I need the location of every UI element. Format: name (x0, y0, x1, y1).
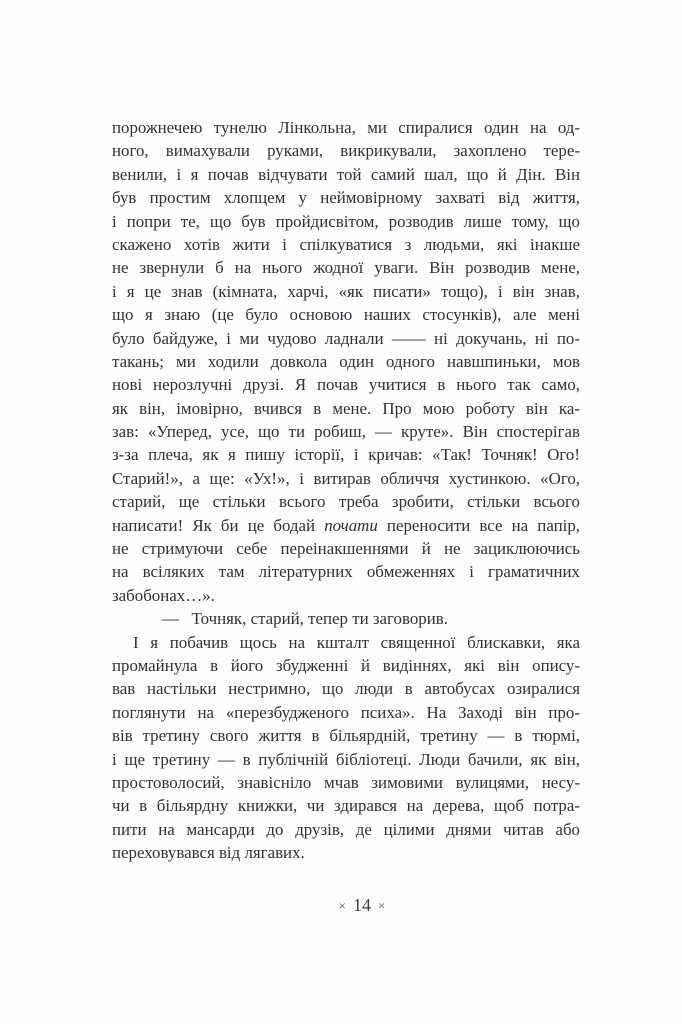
paragraph (112, 631, 580, 865)
text-line: на всіляких там літературних обмеженнях і граматичних (112, 562, 580, 582)
folio-ornament-right: × (378, 898, 386, 913)
text-line: і ще третину — в публічній бібліотеці. Люди бачили, як він, (112, 749, 580, 769)
text-line: що я знаю (це було основою наших стосунків), але мені (112, 305, 580, 325)
text-line: скажено хотів жити і спілкуватися з людьми, які інакше (112, 234, 580, 254)
text-line: промайнула в його збудженні й видіннях, які він опису- (112, 655, 580, 675)
folio-ornament-left: × (338, 898, 346, 913)
text-line: був простим хлопцем у неймовірному захваті від життя, (112, 188, 580, 208)
text-line: переховувався від лягавих. (112, 843, 305, 863)
text-line: вав настільки нестримно, що люди в автобусах озиралися (112, 679, 580, 699)
text-line: не звернули б на нього жодної уваги. Він розводив мене, (112, 258, 580, 278)
page-number: 14 (353, 895, 371, 915)
text-line: з-за плеча, як я пишу історії, і кричав: «Так! Точняк! Ого! (112, 445, 580, 465)
text-line: венили, і я почав відчувати той самий шал, що й Дін. Він (112, 164, 580, 184)
text-line: забобонах…». (112, 585, 215, 605)
text-line: вів третину свого життя в більярдній, третину — в тюрмі, (112, 726, 580, 746)
text-line: як він, імовірно, вчився в мене. Про мою роботу він ка- (112, 398, 580, 418)
text-line: не стримуючи себе переінакшеннями й не зациклюючись (112, 539, 580, 559)
text-line: написати! Як би це бодай почати переносити все на папір, (112, 515, 580, 535)
text-line: пити на мансарди до друзів, де цілими днями читав або (112, 819, 580, 839)
text-line: порожнечею тунелю Лінкольна, ми спиралися один на од- (112, 118, 580, 137)
text-line: — Точняк, старий, тепер ти заговорив. (162, 609, 448, 629)
text-line: зав: «Уперед, усе, що ти робиш, — круте». Він спостерігав (112, 422, 580, 442)
text-line: нові нерозлучні друзі. Я почав учитися в нього так само, (112, 375, 580, 395)
text-line: І я побачив щось на кшталт священної блискавки, яка (133, 632, 580, 652)
italic-text: почати (324, 515, 378, 535)
text-line: такань; ми ходили довкола один одного навшпиньки, мов (112, 351, 580, 371)
text-line: і попри те, що був пройдисвітом, розводив лише тому, що (112, 211, 580, 231)
text-line: і я це знав (кімната, харчі, «як писати» тощо), і він знав, (112, 281, 580, 301)
page-footer (128, 894, 596, 918)
text-line: старий, ще стільки всього треба зробити, стільки всього (112, 492, 580, 512)
text-line: Старий!», а ще: «Ух!», і витирав обличчя хустинкою. «Ого, (112, 468, 580, 488)
text-line: чи в більярдну книжки, чи здирався на дерева, щоб потра- (112, 796, 580, 816)
paragraph (112, 116, 580, 607)
text-line: простоволосий, знавісніло мчав зимовими вулицями, несу- (112, 772, 580, 792)
text-line: ного, вимахували руками, викрикували, захоплено тере- (112, 141, 580, 161)
text-line: поглянути на «перезбудженого психа». На Заході він про- (112, 702, 580, 722)
text-line: було байдуже, і ми чудово ладнали —— ні докучань, ні по- (112, 328, 580, 348)
text-block (112, 116, 580, 865)
paragraph (112, 607, 580, 630)
